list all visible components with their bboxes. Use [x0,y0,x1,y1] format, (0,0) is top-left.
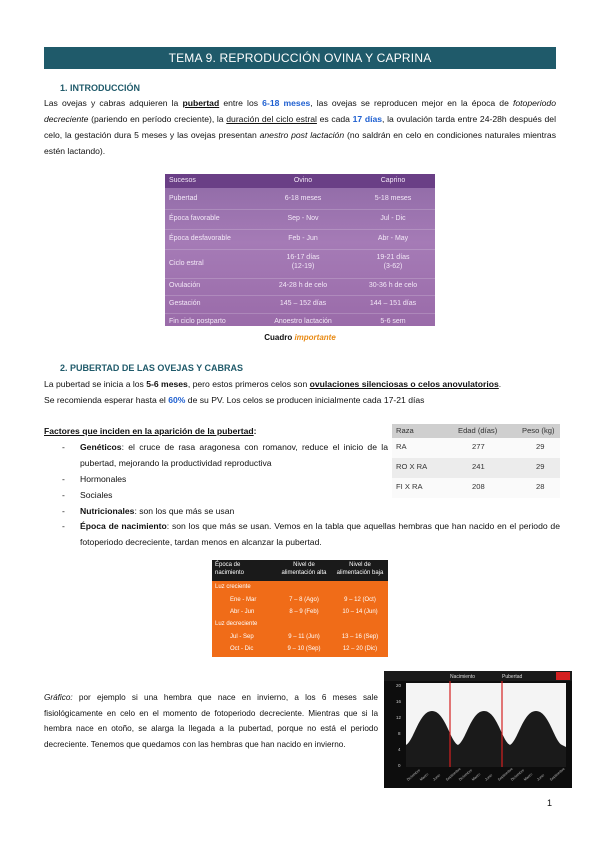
cell-caprino: 30-36 h de celo [368,282,418,289]
cell-baja: 13 – 16 (Sep) [341,634,379,640]
cell-peso: 29 [536,442,545,451]
header-alta-2: alimentación alta [281,570,327,576]
cell-suceso: Ovulación [169,282,201,289]
cell-baja: 10 – 14 (Jun) [342,609,378,615]
cell-baja: 9 – 12 (Oct) [344,597,376,603]
section-heading-introduccion: 1. INTRODUCCIÓN [60,83,141,93]
text: por ejemplo si una hembra que nace en invierno, a los 6 meses sale fisiológicamente en celo en el momento de fotoperiodo decreciente. Mientras que si la hembra nace en otoño, se alarga la llegada a la pubertad, porque no está el periodo decreciente. Tenemos que quedamos con las hembras que han nacido en invierno. [44,693,378,749]
table-row [392,478,560,498]
header-baja-2: alimentación baja [336,570,384,576]
x-tick: Marzo [471,772,482,782]
sucesos-table [165,174,435,326]
cell-suceso: Fin ciclo postparto [169,318,226,325]
header-epoca-2: nacimiento [215,570,245,576]
y-tick: 12 [396,715,402,720]
y-tick: 4 [398,747,401,752]
label: Genéticos [80,442,122,452]
text: : son los que más se usan [134,506,235,516]
cell-epoca: Ene - Mar [230,597,257,603]
table-row [165,254,435,278]
x-tick: Diciembre [458,768,474,782]
text: entre los [219,98,263,108]
page-title: TEMA 9. REPRODUCCIÓN OVINA Y CAPRINA [168,51,432,65]
cell-caprino: 5-6 sem [380,318,406,325]
cell-alta: 9 – 11 (Jun) [288,634,320,640]
table-caption [165,333,435,342]
cell-epoca: Oct - Dic [230,646,254,652]
text: : el cruce de rasa aragonesa con romanov, reduce el inicio de la pubertad, mejorando la productividad reproductiva [80,442,388,468]
text: , pero estos primeros celos son [187,379,310,389]
text-dias: 17 días [352,114,383,124]
bullet: - [62,442,65,452]
label: Nutricionales [80,506,135,516]
raza-table [392,424,560,498]
cell-raza: FI X RA [396,482,423,491]
x-tick: Marzo [523,772,534,782]
cell-ovino: 24-28 h de celo [278,282,328,289]
table-header [165,174,435,188]
x-tick: Junio [484,773,494,782]
x-tick: Septiembre [497,766,514,782]
text-pubertad: pubertad [182,98,220,108]
cell-raza: RO X RA [396,462,428,471]
cell-ovino: Sep - Nov [287,215,319,222]
cell-suceso: Pubertad [169,195,198,202]
text: de su PV. Los celos se producen inicialmente cada 17-21 días [185,395,425,405]
cell-ovino-range: (12-19) [291,263,315,270]
cell-caprino: 5-18 meses [374,195,412,202]
header-baja: Nivel de [349,562,371,568]
cell-ovino: Feb - Jun [288,235,318,242]
text: (no saldrán en celo en condiciones naturales mientras estén lactando). [44,130,556,156]
text-ovulaciones: ovulaciones silenciosas o celos anovulatorios [309,379,499,389]
caption-highlight: importante [294,333,336,342]
title-banner [44,47,556,69]
cell-suceso: Época favorable [169,215,220,222]
text: Hormonales [80,474,127,484]
table-row [392,438,560,458]
graph-svg [384,671,572,788]
grafico-label: Gráfico: [44,693,73,702]
cell-baja: 12 – 20 (Dic) [342,646,378,652]
cell-edad: 277 [472,442,485,451]
intro-paragraph [44,95,556,159]
caption-text: Cuadro [264,333,295,342]
text: Se recomienda esperar hasta el [44,395,169,405]
cell-caprino: Abr - May [377,235,409,242]
header-edad: Edad (días) [458,426,498,435]
text: . [498,379,502,389]
header-alta: Nivel de [293,562,315,568]
cell-raza: RA [396,442,407,451]
x-tick: Junio [536,773,546,782]
page-number: 1 [547,798,553,808]
text-meses: 5-6 meses [146,379,188,389]
pubertad-paragraph [44,376,564,408]
list-item-nutricionales [62,503,234,519]
factores-title: Factores que inciden en la aparición de la pubertad [44,426,254,436]
cell-suceso: Gestación [169,300,201,307]
cell-suceso: Ciclo estral [169,260,204,267]
bullet: - [62,490,65,500]
x-tick: Septiembre [549,766,566,782]
text: , la ovulación tarda entre 24-28h después del celo, la gestación dura 5 meses y las ovejas presentan [44,114,556,140]
table-header [212,560,388,581]
header-peso: Peso (kg) [522,426,555,435]
list-item-sociales [62,487,112,503]
cell-epoca: Abr - Jun [230,609,255,615]
x-tick: Diciembre [510,768,526,782]
x-tick: Junio [432,773,442,782]
text-fotoperiodo: fotoperiodo decreciente [44,98,556,124]
cell-caprino: Jul - Dic [380,215,406,222]
grafico-paragraph [44,690,378,752]
header-ovino: Ovino [293,177,313,184]
cell-caprino-range: (3-62) [383,263,403,270]
divider [165,249,435,250]
x-tick: Marzo [419,772,430,782]
bullet: - [62,506,65,516]
y-tick: 8 [398,731,401,736]
cell-edad: 208 [472,482,485,491]
list-item-geneticos [62,439,388,471]
text: Las ovejas y cabras adquieren la [44,98,183,108]
header-raza: Raza [396,426,414,435]
divider [165,209,435,210]
table-header [392,424,560,438]
cell-edad: 241 [472,462,485,471]
divider [165,229,435,230]
text: Sociales [80,490,113,500]
header-caprino: Caprino [380,177,406,184]
factores-heading [44,423,257,439]
y-tick: 0 [398,763,401,768]
text-meses: 6-18 meses [262,98,311,108]
bullet: - [62,521,65,531]
cell-peso: 29 [536,462,545,471]
table-row [392,458,560,478]
cell-caprino: 144 – 151 días [369,300,417,307]
section-heading-pubertad: 2. PUBERTAD DE LAS OVEJAS Y CABRAS [60,363,244,373]
cell-suceso: Época desfavorable [169,235,231,242]
header-sucesos: Sucesos [169,177,196,184]
text-pct: 60% [168,395,186,405]
header-epoca: Época de [215,562,241,568]
photoperiod-curve [406,711,566,767]
text-duracion: duración del ciclo estral [226,114,317,124]
cell-ovino: 145 – 152 días [279,300,327,307]
text: , las ovejas se reproducen mejor en la época de [310,98,513,108]
label: Época de nacimiento [80,521,167,531]
x-tick: Septiembre [445,766,462,782]
y-tick: 20 [396,683,402,688]
text: : son los que más se usan. Vemos en la tabla que aquellas hembras que han nacido en el periodo de fotoperiodo decreciente, tardan menos en alcanzar la pubertad. [80,521,560,547]
photoperiod-graph [384,671,572,788]
group-label: Luz creciente [215,584,251,590]
label-nacimiento: Nacimiento [450,674,476,680]
text: es cada [316,114,353,124]
divider [165,295,435,296]
text: : [253,426,257,436]
divider [165,313,435,314]
y-tick: 16 [396,699,402,704]
text: La pubertad se inicia a los [44,379,147,389]
cell-epoca: Jul - Sep [230,634,254,640]
cell-caprino: 19-21 días [376,254,410,261]
list-item-hormonales [62,471,126,487]
x-tick: Diciembre [406,768,422,782]
cell-alta: 8 – 9 (Feb) [289,609,319,615]
group-label: Luz decreciente [215,621,258,627]
cell-alta: 9 – 10 (Sep) [287,646,321,652]
text-anestro: anestro post lactación [259,130,345,140]
list-item-epoca [62,518,560,550]
cell-ovino: 6-18 meses [284,195,322,202]
divider [165,278,435,279]
label-pubertad: Pubertad [502,674,523,680]
nacimiento-table [212,560,388,657]
cell-alta: 7 – 8 (Ago) [289,597,319,603]
cell-ovino: Anoestro lactación [274,318,332,325]
cell-peso: 28 [536,482,545,491]
bullet: - [62,474,65,484]
cell-ovino: 16-17 días [286,254,320,261]
text: (pariendo en período creciente), la [88,114,227,124]
